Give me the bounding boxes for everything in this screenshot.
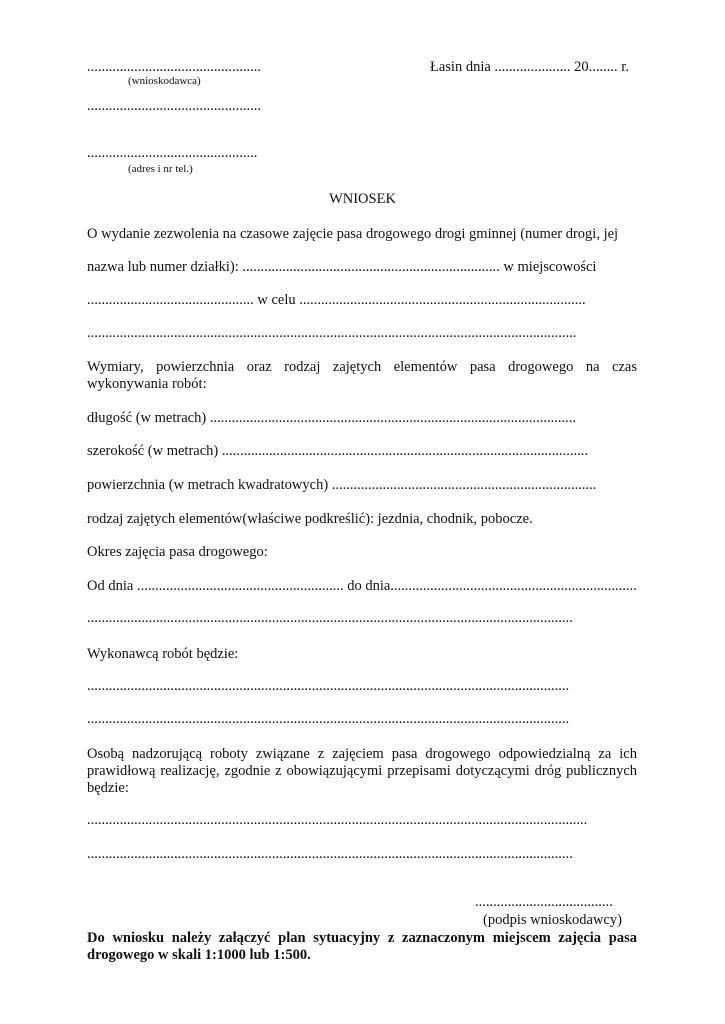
road-name-blank: ....................................................................... — [242, 259, 500, 275]
occupied-elements-line: rodzaj zajętych elementów(właściwe podkreślić): jezdnia, chodnik, pobocze. — [87, 511, 533, 527]
length-line — [87, 410, 576, 427]
width-line — [87, 443, 588, 460]
supervisor-text-line-1: Osobą nadzorującą roboty związane z zajęciem pasa drogowego odpowiedzialną za ich — [87, 746, 637, 762]
contractor-blank-1: ..................................................................................................................................... — [87, 678, 570, 694]
road-name-line — [87, 259, 596, 276]
purpose-label: w celu — [257, 292, 296, 308]
width-blank: ..................................................................................................... — [221, 443, 588, 459]
applicant-caption: (wnioskodawca) — [128, 75, 201, 87]
period-dates-line — [87, 578, 637, 595]
signature-caption: (podpis wnioskodawcy) — [483, 912, 622, 928]
applicant-name-blank: ................................................ — [87, 59, 261, 75]
locality-blank: .............................................. — [87, 292, 254, 308]
address-blank-2: ............................................... — [87, 145, 258, 161]
road-name-label: nazwa lub numer działki): — [87, 259, 239, 275]
purpose-blank: ............................................................................... — [299, 292, 586, 308]
supervisor-text-line-2: prawidłową realizację, zgodnie z obowiązującymi przepisami dotyczącymi dróg publicznych — [87, 763, 637, 779]
to-date-label: do dnia — [347, 578, 391, 594]
document-title: WNIOSEK — [329, 191, 396, 207]
locality-label: w miejscowości — [503, 259, 597, 275]
supervisor-blank-1: .......................................................................................................................................... — [87, 812, 588, 828]
area-label: powierzchnia (w metrach kwadratowych) — [87, 477, 329, 493]
from-date-label: Od dnia — [87, 578, 134, 594]
locality-purpose-line — [87, 292, 586, 309]
dimensions-intro-line-1: Wymiary, powierzchnia oraz rodzaj zajętych elementów pasa drogowego na czas — [87, 359, 637, 375]
attachment-note-line-1: Do wniosku należy załączyć plan sytuacyjny z zaznaczonym miejscem zajęcia pasa — [87, 930, 637, 946]
contractor-label: Wykonawcą robót będzie: — [87, 646, 239, 662]
width-label: szerokość (w metrach) — [87, 443, 219, 459]
length-blank: ..................................................................................................... — [209, 410, 576, 426]
supervisor-text-line-3: będzie: — [87, 780, 129, 796]
to-date-blank: .................................................................... — [390, 578, 637, 594]
period-label: Okres zajęcia pasa drogowego: — [87, 544, 268, 560]
dimensions-intro-line-2: wykonywania robót: — [87, 376, 207, 392]
signature-blank: ...................................... — [475, 894, 613, 910]
attachment-note-line-2: drogowego w skali 1:1000 lub 1:500. — [87, 947, 311, 963]
from-date-blank: ......................................................... — [136, 578, 344, 594]
length-label: długość (w metrach) — [87, 410, 207, 426]
supervisor-blank-2: ...................................................................................................................................... — [87, 846, 573, 862]
request-intro: O wydanie zezwolenia na czasowe zajęcie pasa drogowego drogi gminnej (numer drogi, jej — [87, 226, 619, 242]
area-blank: ......................................................................... — [331, 477, 597, 493]
place-date-line: Łasin dnia ..................... 20........ r. — [430, 59, 629, 75]
period-extra-blank: ...................................................................................................................................... — [87, 610, 573, 626]
area-line — [87, 477, 596, 494]
contractor-blank-2: ..................................................................................................................................... — [87, 711, 570, 727]
address-caption: (adres i nr tel.) — [128, 163, 193, 175]
address-blank-1: ................................................ — [87, 98, 261, 114]
purpose-blank-2: ....................................................................................................................................... — [87, 325, 577, 341]
